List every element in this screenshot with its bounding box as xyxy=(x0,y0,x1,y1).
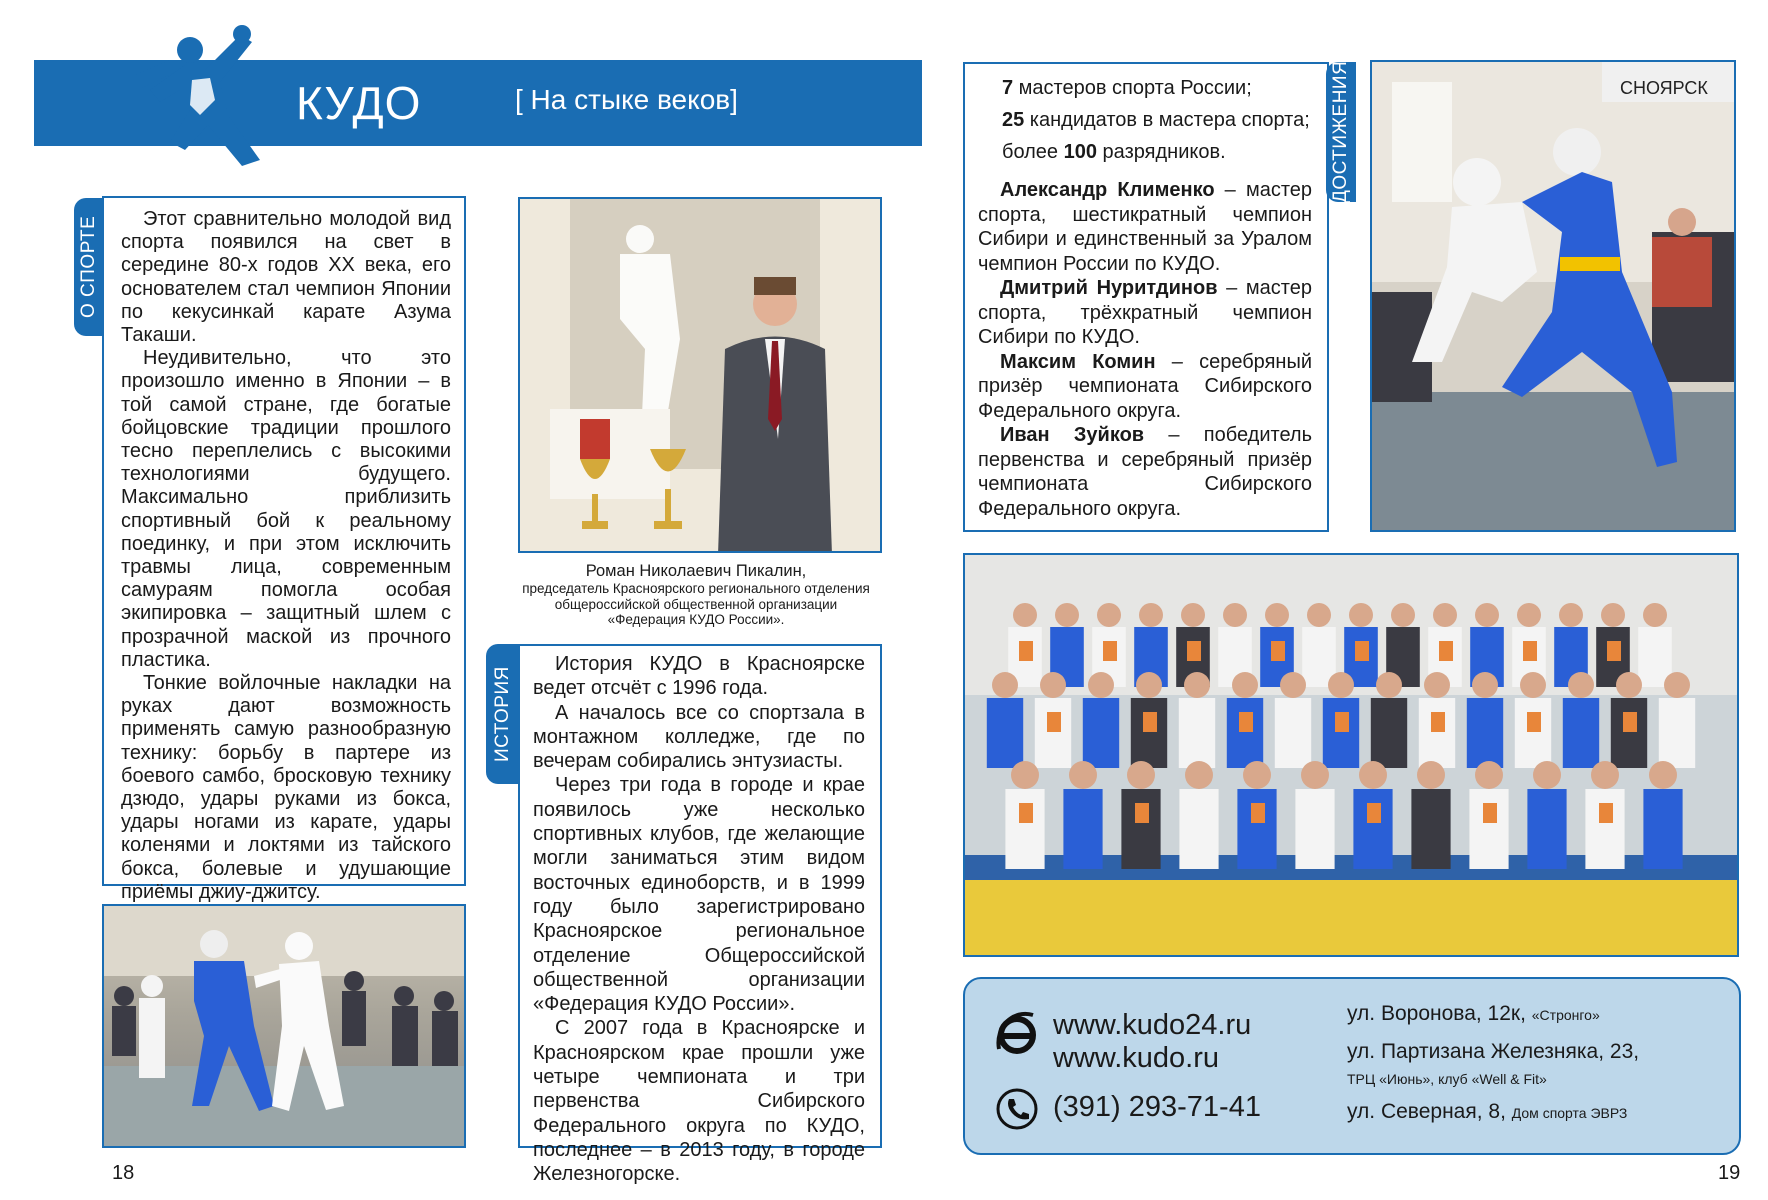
page-subtitle: [ На стыке веков] xyxy=(515,84,738,115)
athlete-entry xyxy=(978,423,1312,521)
about-paragraph: Неудивительно, что это произошло именно в Японии – в той самой стране, где богатые бойцовские традиции прошлого тесно переплелись с высокими технологиями будущего. Максимально приблизить спортивный бой к реальному поединку, и при этом исключить травмы лица, современным самураям помогла особая экипировка – защитный шлем с прозрачной маской из прочного пластика. xyxy=(121,347,451,671)
athlete-entry xyxy=(978,276,1312,350)
contacts-box xyxy=(963,977,1741,1155)
about-paragraph: Этот сравнительно молодой вид спорта появился на свет в середине 80-х годов XX века, его основателем стал чемпион Японии по кекусинкай карате Азума Такаши. xyxy=(121,208,451,347)
photo-team xyxy=(963,553,1739,957)
photo-portrait xyxy=(518,197,882,553)
athlete-name: Дмитрий Нуритдинов xyxy=(1000,277,1218,299)
athlete-desc: – серебряный призёр чемпионата Сибирского Федерального округа. xyxy=(978,350,1312,422)
banner-text: СНОЯРСК xyxy=(1620,78,1708,98)
phone-icon xyxy=(995,1087,1039,1131)
history-paragraph: История КУДО в Красноярске ведет отсчёт с 1996 года. xyxy=(533,653,865,700)
kudo-fighter-logo xyxy=(130,20,280,170)
stat-text: разрядников. xyxy=(1097,141,1226,163)
achievements-stats xyxy=(1002,72,1322,168)
photo-fighters-right xyxy=(1370,60,1736,532)
stat-prefix: более xyxy=(1002,141,1064,163)
history-paragraph: С 2007 года в Красноярске и Красноярском крае прошли уже четыре чемпионата и три первенства Сибирского Федерального округа по КУДО, последнее – в 2013 году, в городе Железногорске. xyxy=(533,1017,865,1186)
address-note: «Стронго» xyxy=(1531,1007,1600,1023)
page-number-left: 18 xyxy=(112,1162,135,1184)
stat-text: мастеров спорта России; xyxy=(1013,77,1252,99)
address-note: Дом спорта ЭВРЗ xyxy=(1511,1105,1628,1121)
stat-number: 25 xyxy=(1002,109,1025,131)
about-sport-text xyxy=(121,208,451,974)
stat-number: 7 xyxy=(1002,77,1014,99)
stat-text: кандидатов в мастера спорта; xyxy=(1024,109,1310,131)
portrait-caption-position: председатель Красноярского регионального отделения общероссийской общественной организации «Федерация КУДО России». xyxy=(522,581,870,627)
athlete-entry xyxy=(978,350,1312,424)
photo-portrait-scene xyxy=(520,199,882,553)
history-tab: ИСТОРИЯ xyxy=(486,644,520,784)
address-line xyxy=(1347,1099,1627,1126)
athlete-name: Александр Клименко xyxy=(1000,179,1215,201)
stat-row xyxy=(1002,104,1322,136)
address-line xyxy=(1347,1039,1639,1065)
photo-fighters-left-scene xyxy=(104,906,466,1148)
web-e-icon xyxy=(993,1009,1041,1057)
website-link[interactable]: www.kudo24.ru xyxy=(1053,1009,1252,1041)
history-paragraph: А началось все со спортзала в монтажном колледже, где по вечерам собирались энтузиасты. xyxy=(533,701,865,773)
about-paragraph: Тонкие войлочные накладки на руках дают возможность применять самую разнообразную технику: борьбу в партере из боевого самбо, бросковую технику дзюдо, удары руками из бокса, удары ногами из карате, удары коленями и локтями из тайского бокса, болевые и удушающие приёмы джиу-джитсу. xyxy=(121,672,451,903)
athlete-name: Максим Комин xyxy=(1000,350,1156,373)
photo-fighters-left xyxy=(102,904,466,1148)
stat-row xyxy=(1002,136,1322,168)
achievements-tab: ДОСТИЖЕНИЯ xyxy=(1326,62,1356,202)
address-note: ТРЦ «Июнь», клуб «Well & Fit» xyxy=(1347,1071,1547,1087)
athlete-name: Иван Зуйков xyxy=(1000,424,1145,446)
address-main: ул. Воронова, 12к, xyxy=(1347,1002,1532,1025)
about-sport-tab: О СПОРТЕ xyxy=(74,198,104,336)
achievements-athletes xyxy=(978,178,1312,521)
address-line xyxy=(1347,1065,1547,1092)
stat-row xyxy=(1002,72,1322,104)
athlete-desc: – мастер спорта, шестикратный чемпион Сибири и единственный за Уралом чемпион России по КУДО. xyxy=(978,179,1312,275)
page-title: КУДО xyxy=(296,77,422,129)
photo-team-scene xyxy=(965,555,1739,957)
website-link[interactable]: www.kudo.ru xyxy=(1053,1042,1220,1074)
phone-number[interactable]: (391) 293-71-41 xyxy=(1053,1091,1261,1123)
athlete-entry xyxy=(978,178,1312,276)
portrait-caption xyxy=(520,562,872,628)
photo-fighters-right-scene xyxy=(1372,62,1736,532)
history-paragraph: Через три года в городе и крае появилось уже несколько спортивных клубов, где желающие могли заниматься этим видом восточных единоборств, и в 1999 году было зарегистрировано Красноярское региональное отделение Общероссийской общественной организации «Федерация КУДО России». xyxy=(533,774,865,1016)
address-main: ул. Северная, 8, xyxy=(1347,1100,1512,1123)
page-number-right: 19 xyxy=(1718,1162,1741,1184)
address-main: ул. Партизана Железняка, 23, xyxy=(1347,1040,1640,1063)
history-text xyxy=(533,652,865,1187)
athlete-desc: – мастер спорта, трёхкратный чемпион Сибири по КУДО. xyxy=(978,277,1312,348)
address-line xyxy=(1347,1001,1600,1028)
portrait-caption-name: Роман Николаевич Пикалин, xyxy=(585,562,807,580)
athlete-desc: – победитель первенства и серебряный призёр чемпионата Сибирского Федерального округа. xyxy=(978,424,1312,520)
stat-number: 100 xyxy=(1063,141,1097,163)
